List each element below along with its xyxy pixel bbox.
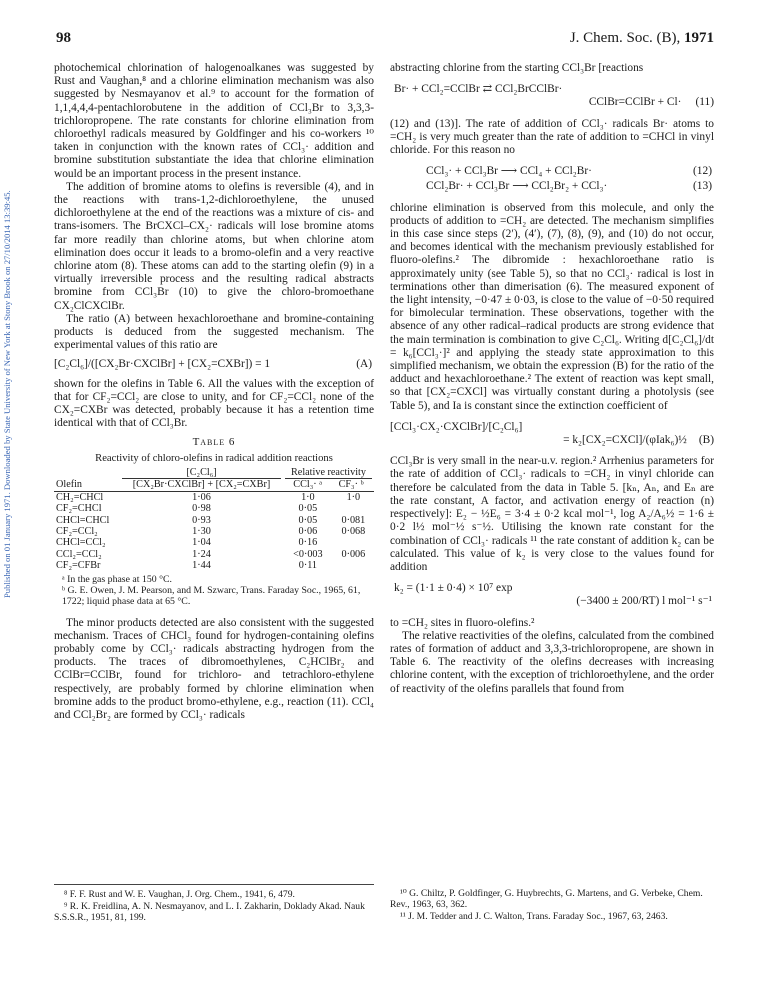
paragraph: The relative reactivities of the olefins, calculated from the combined rates of formation of adduct and 3,3,3-trichloropropene, are shown in Table 6. The reactivity of the olefins decreases with increasing chlorine content, with the exception of trichloroethylene, and the order of reactivity of the olefins parallels that found from bbox=[390, 629, 714, 695]
journal-year: 1971 bbox=[684, 30, 714, 46]
journal-header bbox=[570, 30, 714, 47]
equation-b-line1: [CCl₃·CX₂·CXClBr]/[C₂Cl₆] bbox=[390, 420, 523, 433]
equation-11-number: (11) bbox=[695, 96, 714, 109]
paragraph: to =CH₂ sites in fluoro-olefins.² bbox=[390, 616, 535, 629]
relative-reactivity-label: Relative reactivity bbox=[285, 467, 372, 479]
table-row bbox=[54, 515, 374, 526]
table-header-ratio bbox=[120, 467, 283, 491]
footnote-8: ⁸ F. F. Rust and W. E. Vaughan, J. Org. Chem., 1941, 6, 479. bbox=[64, 889, 295, 900]
paragraph: The ratio (A) between hexachloroethane and bromine-containing products is deduced from the suggested mechanism. The experimental values of this ratio are bbox=[54, 312, 374, 352]
journal-name: J. Chem. Soc. (B), bbox=[569, 30, 681, 46]
ratio-denominator: [CX₂Br·CXClBr] + [CX₂=CXBr] bbox=[132, 479, 271, 491]
right-column bbox=[390, 62, 714, 696]
equation-b bbox=[390, 421, 714, 447]
footnotes-right bbox=[390, 884, 714, 923]
table-note-b: ᵇ G. E. Owen, J. M. Pearson, and M. Szwarc, Trans. Faraday Soc., 1965, 61, 1722; liquid phase data at 65 °C. bbox=[62, 584, 361, 607]
table-row bbox=[54, 503, 374, 514]
equation-k2 bbox=[390, 582, 714, 608]
download-watermark-text: Published on 01 January 1971. Downloaded by State University of New York at Stony Brook on 27/10/2014 13:39:45. bbox=[2, 190, 12, 598]
cell-olefin: CHCl=CCl₂ bbox=[56, 537, 106, 549]
cell-olefin: CF₂=CHCl bbox=[56, 503, 102, 515]
page-number: 98 bbox=[56, 30, 71, 46]
cell-ratio: 1·06 bbox=[192, 491, 211, 503]
cell-cf3 bbox=[333, 537, 374, 548]
cell-ratio: 0·93 bbox=[192, 514, 211, 526]
table-header-cf3: CF₃· ᵇ bbox=[338, 479, 364, 491]
table-title: Table 6 bbox=[192, 436, 236, 449]
equation-12 bbox=[390, 165, 714, 178]
paragraph: The minor products detected are also consistent with the suggested mechanism. Traces of CHCl₃ found for hydrogen-containing olefins probably come by CCl₃· radicals abstracting hydrogen from the products. The traces of dibromoethylenes, C₂HClBr₂ and CClBr=CClBr, found for trichloro- and tetrachloro-ethylene respectively, are probably formed by chlorine elimination when bromine adds to the product bromo-ethylene, e.g., reaction (11). CCl₄ and CCl₂Br₂ are formed by CCl₃· radicals bbox=[54, 616, 374, 721]
cell-ccl3: <0·003 bbox=[293, 548, 323, 560]
cell-olefin: CH₂=CHCl bbox=[56, 491, 104, 503]
table-note-a: ᵃ In the gas phase at 150 °C. bbox=[62, 573, 172, 585]
cell-olefin: CCl₂=CCl₂ bbox=[56, 548, 102, 560]
cell-olefin: CHCl=CHCl bbox=[56, 514, 110, 526]
cell-cf3: 0·081 bbox=[341, 514, 366, 526]
cell-cf3: 0·068 bbox=[341, 525, 366, 537]
cell-ccl3: 0·11 bbox=[298, 560, 318, 572]
cell-ccl3: 0·05 bbox=[298, 503, 318, 515]
table-header-ccl3: CCl₃· ᵃ bbox=[293, 479, 322, 491]
footnotes-left bbox=[54, 884, 374, 924]
equation-a-body: [C₂Cl₆]/([CX₂Br·CXClBr] + [CX₂=CXBr]) = 1 bbox=[54, 358, 271, 371]
table-caption: Reactivity of chloro-olefins in radical addition reactions bbox=[95, 452, 333, 464]
footnote-11: ¹¹ J. M. Tedder and J. C. Walton, Trans. Faraday Soc., 1967, 63, 2463. bbox=[400, 911, 668, 922]
equation-a bbox=[54, 358, 374, 371]
cell-olefin: CF₂=CFBr bbox=[56, 560, 101, 572]
table-row bbox=[54, 526, 374, 537]
equation-11-line2: CClBr=CClBr + Cl· bbox=[588, 96, 682, 109]
paragraph: CCl₃Br is very small in the near-u.v. region.² Arrhenius parameters for the rate of addition of CCl₃· radicals to =CH₂ in vinyl chloride can therefore be calculated from the data in Table 5. [kₙ, Aₙ, and Eₙ are the rate constant, A factor, and activation energy of reaction (n) respectively]: E₂ − ½E₆ = 3·4 ± 0·2 kcal mol⁻¹, log A₂/A₆½ = 1·6 ± 0·2 l½ mol⁻½ s⁻½. Utilising the known rate constant for the combination of CCl₃· radicals ¹¹ the rate constant of addition k₂ can be calculated. This value of k₂ is very close to the values found for addition bbox=[390, 455, 714, 573]
paragraph: (12) and (13)]. The rate of addition of CCl₃· radicals Br· atoms to =CH₂ is very much greater than the rate of addition to =CHCl in vinyl chloride. For this reason no bbox=[390, 117, 714, 157]
left-column bbox=[54, 62, 374, 722]
cell-ccl3: 0·06 bbox=[298, 525, 318, 537]
equation-12-body: CCl₃· + CCl₃Br ⟶ CCl₄ + CCl₂Br· bbox=[426, 165, 592, 178]
cell-olefin: CF₂=CCl₂ bbox=[56, 525, 98, 537]
cell-cf3: 1·0 bbox=[346, 491, 361, 503]
table-row bbox=[54, 491, 374, 503]
equation-13-body: CCl₂Br· + CCl₃Br ⟶ CCl₂Br₂ + CCl₃· bbox=[426, 180, 608, 193]
cell-cf3 bbox=[333, 560, 374, 571]
paragraph: shown for the olefins in Table 6. All the values with the exception of that for CF₂=CCl₂ are close to unity, and for CF₂=CCl₂ none of the CX₂=CXBr was detected, probably because it has a retention time identical with that of CCl₃Br. bbox=[54, 377, 374, 430]
equation-12-number: (12) bbox=[693, 165, 712, 178]
equation-13-number: (13) bbox=[693, 180, 712, 193]
cell-ratio: 0·98 bbox=[192, 503, 211, 515]
cell-ccl3: 0·16 bbox=[298, 537, 318, 549]
footnote-9: ⁹ R. K. Freidlina, A. N. Nesmayanov, and L. I. Zakharin, Doklady Akad. Nauk S.S.S.R., 1951, 81, 199. bbox=[54, 901, 365, 923]
cell-ccl3: 0·05 bbox=[298, 514, 318, 526]
cell-cf3: 0·006 bbox=[341, 548, 366, 560]
equation-b-number: (B) bbox=[698, 434, 714, 447]
table-header-olefin: Olefin bbox=[54, 467, 120, 491]
paragraph: The addition of bromine atoms to olefins is reversible (4), and in the reactions with trans-1,2-dichloroethylene, the unused dichloroethylene at the end of the reactions was a mixture of cis- and trans-isomers. The BrCXCl–CX₂· radicals will lose bromine atoms far more readily than chlorine atoms, but when chlorine atom elimination does occur it leads to a bromo-olefin and a very reactive chlorine atom (8). These atoms can add to the starting olefin (9) in a virtually irreversible process and the resulting radical abstracts bromine from CCl₃Br (10) to give the chloro-bromoethane CX₂ClCXClBr. bbox=[54, 180, 374, 312]
cell-ccl3: 1·0 bbox=[301, 491, 315, 503]
paragraph: abstracting chlorine from the starting CCl₃Br [reactions bbox=[390, 62, 644, 74]
cell-cf3 bbox=[333, 503, 374, 514]
table-row bbox=[54, 537, 374, 548]
cell-ratio: 1·30 bbox=[192, 525, 211, 537]
paragraph: chlorine elimination is observed from this molecule, and only the products of addition to =CH₂ are detected. The mechanism simplifies in this case since steps (2′), (4′), (7), (8), (9), and (10) do not occur, and becomes identical with the mechanism previously established for fluoro-olefins.² The dibromide : hexachloroethane ratio is approximately unity (see Table 5), so that no CCl₃· radical is lost in terminations other than dimerisation (6). The measured exponent of the light intensity, −0·47 ± 0·03, is close to the value of −0·50 required for bimolecular termination. These observations, together with the absence of any other radical–radical products are strong evidence that the main termination is combination to give C₂Cl₆. Writing d[C₂Cl₆]/dt = k₆[CCl₃·]² and applying the steady state approximation to this simplified mechanism, we obtain the expression (B) for the ratio of the adduct and hexachloroethane.² The extent of reaction was kept small, so that [CX₂=CXCl] was virtually constant during a photolysis (see Table 5), and Ia is constant since the extinction coefficient of bbox=[390, 201, 714, 412]
equation-a-number: (A) bbox=[356, 358, 372, 371]
cell-ratio: 1·24 bbox=[192, 548, 211, 560]
footnote-10: ¹⁰ G. Chiltz, P. Goldfinger, G. Huybrechts, G. Martens, and G. Verbeke, Chem. Rev., 1963, 63, 362. bbox=[390, 888, 703, 910]
equation-11 bbox=[390, 83, 714, 109]
equation-11-line1: Br· + CCl₂=CClBr ⇄ CCl₂BrCClBr· bbox=[394, 83, 563, 96]
equation-b-line2: = k₂[CX₂=CXCl]/(φIak₆)½ bbox=[563, 434, 687, 447]
table-notes bbox=[62, 574, 374, 607]
table-row bbox=[54, 549, 374, 560]
cell-ratio: 1·44 bbox=[192, 560, 211, 572]
cell-ratio: 1·04 bbox=[192, 537, 211, 549]
table-6 bbox=[54, 467, 374, 572]
ratio-numerator: [C₂Cl₆] bbox=[122, 467, 281, 479]
equation-13 bbox=[390, 180, 714, 193]
table-row bbox=[54, 560, 374, 571]
equation-k2-line2: (−3400 ± 200/RT) l mol⁻¹ s⁻¹ bbox=[576, 595, 712, 608]
paragraph: photochemical chlorination of halogenoalkanes was suggested by Rust and Vaughan,⁸ and a chlorine elimination mechanism was also suggested by Nesmayanov et al.⁹ to account for the formation of 1,1,4,4,4-pentachlorobutene in the addition of CCl₃Br to 3,3,3-trichloropropene. The rate constants for chlorine elimination from chloroethyl radicals measured by Goldfinger and his co-workers ¹⁰ taken in conjunction with the known rates of CCl₃· addition and bromine substitution substantiate the idea that chlorine elimination would be an important process in the present instance. bbox=[54, 62, 374, 180]
equation-k2-line1: k₂ = (1·1 ± 0·4) × 10⁷ exp bbox=[394, 582, 513, 595]
table-header-relative bbox=[283, 467, 374, 491]
download-watermark-strip bbox=[0, 0, 22, 984]
